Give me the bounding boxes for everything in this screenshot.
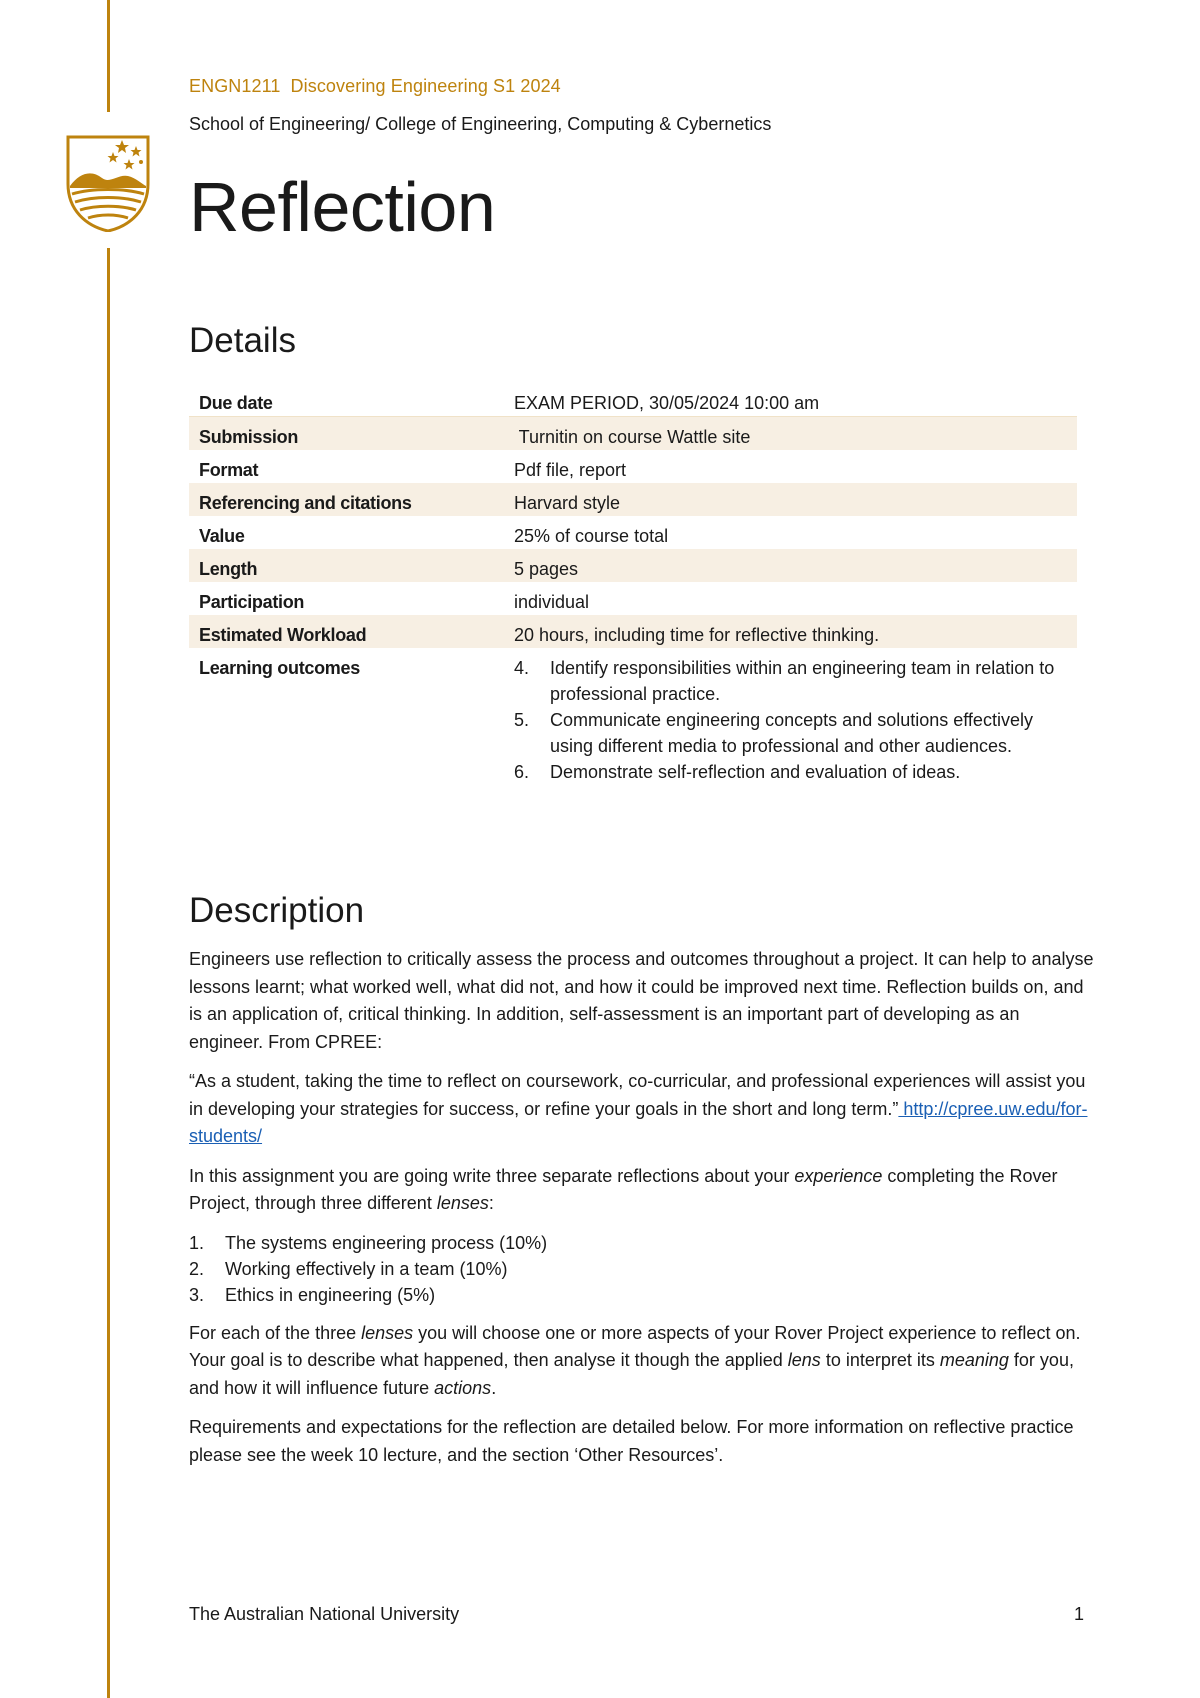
row-value: EXAM PERIOD, 30/05/2024 10:00 am — [504, 383, 1077, 417]
item-number: 5. — [514, 710, 530, 730]
row-label: Learning outcomes — [199, 658, 360, 678]
text-run: to interpret its — [820, 1350, 940, 1370]
course-name: Discovering Engineering S1 2024 — [290, 76, 561, 96]
row-label: Referencing and citations — [189, 483, 504, 516]
emphasis: lenses — [361, 1322, 414, 1343]
row-value: Turnitin on course Wattle site — [504, 417, 1077, 451]
quote-paragraph — [189, 1068, 1094, 1151]
row-value: 20 hours, including time for reflective thinking. — [504, 615, 1077, 648]
list-item — [514, 655, 1067, 707]
list-item — [514, 707, 1067, 759]
row-value: Harvard style — [504, 483, 1077, 516]
text-run: : — [488, 1193, 494, 1213]
margin-rule-bottom — [107, 248, 110, 1698]
paragraph: Requirements and expectations for the reflection are detailed below. For more information on reflective practice please see the week 10 lecture, and the section ‘Other Resources’. — [189, 1417, 1074, 1465]
row-value: 25% of course total — [514, 526, 669, 546]
row-label: Format — [199, 460, 259, 480]
text-run: for you, and how it will influence future — [189, 1350, 1074, 1398]
item-text: Communicate engineering concepts and solutions effectively using different media to professional and other audiences. — [550, 710, 1033, 756]
item-text: The systems engineering process (10%) — [225, 1232, 548, 1253]
text-run: For each of the three — [189, 1322, 362, 1343]
paragraph: Engineers use reflection to critically assess the process and outcomes throughout a project. It can help to analyse lessons learnt; what worked well, what did not, and how it could be improved next time. Reflection builds on, and is an application of, critical thinking. In addition, self-assessment is an important part of developing as an engineer. From CPREE: — [189, 949, 1094, 1052]
lenses-list — [189, 1230, 1094, 1308]
item-number: 3. — [189, 1284, 205, 1305]
table-row — [189, 483, 1077, 516]
row-value — [504, 648, 1077, 791]
row-label: Due date — [189, 383, 504, 417]
table-row — [189, 615, 1077, 648]
description-body — [189, 946, 1094, 1481]
paragraph — [189, 1320, 1094, 1403]
emphasis: actions — [434, 1377, 492, 1398]
course-code: ENGN1211 — [189, 76, 281, 96]
item-number: 1. — [189, 1232, 205, 1253]
table-row — [189, 516, 1077, 549]
item-text: Identify responsibilities within an engineering team in relation to professional practice. — [550, 658, 1055, 704]
list-item — [189, 1282, 1094, 1308]
quote-text: “As a student, taking the time to reflect on coursework, co-curricular, and professional experiences will assist you in developing your strategies for success, or refine your goals in the short and long term.” — [189, 1071, 1086, 1119]
anu-crest-icon — [66, 134, 150, 232]
row-label: Participation — [199, 592, 305, 612]
row-label: Submission — [189, 417, 504, 451]
margin-rule-top — [107, 0, 110, 112]
row-value: 5 pages — [504, 549, 1077, 582]
details-table — [189, 383, 1077, 791]
cpree-link[interactable]: http://cpree.uw.edu/for-students/ — [189, 1098, 1088, 1146]
table-row — [189, 582, 1077, 615]
emphasis: meaning — [939, 1350, 1009, 1370]
page-title: Reflection — [189, 168, 496, 246]
text-run: you will choose one or more aspects of your Rover Project experience to reflect on. Your goal is to describe what happened, then analyse it though the applied — [189, 1322, 1081, 1370]
row-label: Length — [189, 549, 504, 582]
text-run: In this assignment you are going write three separate reflections about your — [189, 1165, 795, 1186]
school-name: School of Engineering/ College of Engineering, Computing & Cybernetics — [189, 114, 772, 134]
emphasis: lens — [787, 1350, 821, 1370]
row-value: individual — [514, 592, 590, 612]
description-heading: Description — [189, 891, 365, 930]
page-number: 1 — [1074, 1604, 1085, 1624]
item-text: Ethics in engineering (5%) — [225, 1284, 436, 1305]
item-number: 2. — [189, 1258, 205, 1279]
text-run: completing the Rover Project, through three different — [189, 1165, 1058, 1213]
table-row — [189, 383, 1077, 417]
learning-outcomes-list — [514, 655, 1067, 791]
table-row — [189, 648, 1077, 791]
table-row — [189, 417, 1077, 451]
table-row — [189, 450, 1077, 483]
paragraph — [189, 1163, 1094, 1218]
course-heading — [189, 76, 561, 97]
details-heading: Details — [189, 321, 296, 360]
text-run: . — [491, 1377, 497, 1398]
item-number: 4. — [514, 658, 530, 678]
row-label: Estimated Workload — [189, 615, 504, 648]
item-number: 6. — [514, 762, 530, 782]
table-row — [189, 549, 1077, 582]
row-value: Pdf file, report — [514, 460, 627, 480]
item-text: Working effectively in a team (10%) — [225, 1258, 508, 1279]
item-text: Demonstrate self-reflection and evaluation of ideas. — [550, 762, 961, 782]
list-item — [189, 1230, 1094, 1256]
emphasis: lenses — [436, 1193, 489, 1213]
list-item — [189, 1256, 1094, 1282]
emphasis: experience — [794, 1165, 883, 1186]
row-label: Value — [199, 526, 245, 546]
list-item — [514, 759, 1067, 785]
footer-university: The Australian National University — [189, 1604, 460, 1624]
